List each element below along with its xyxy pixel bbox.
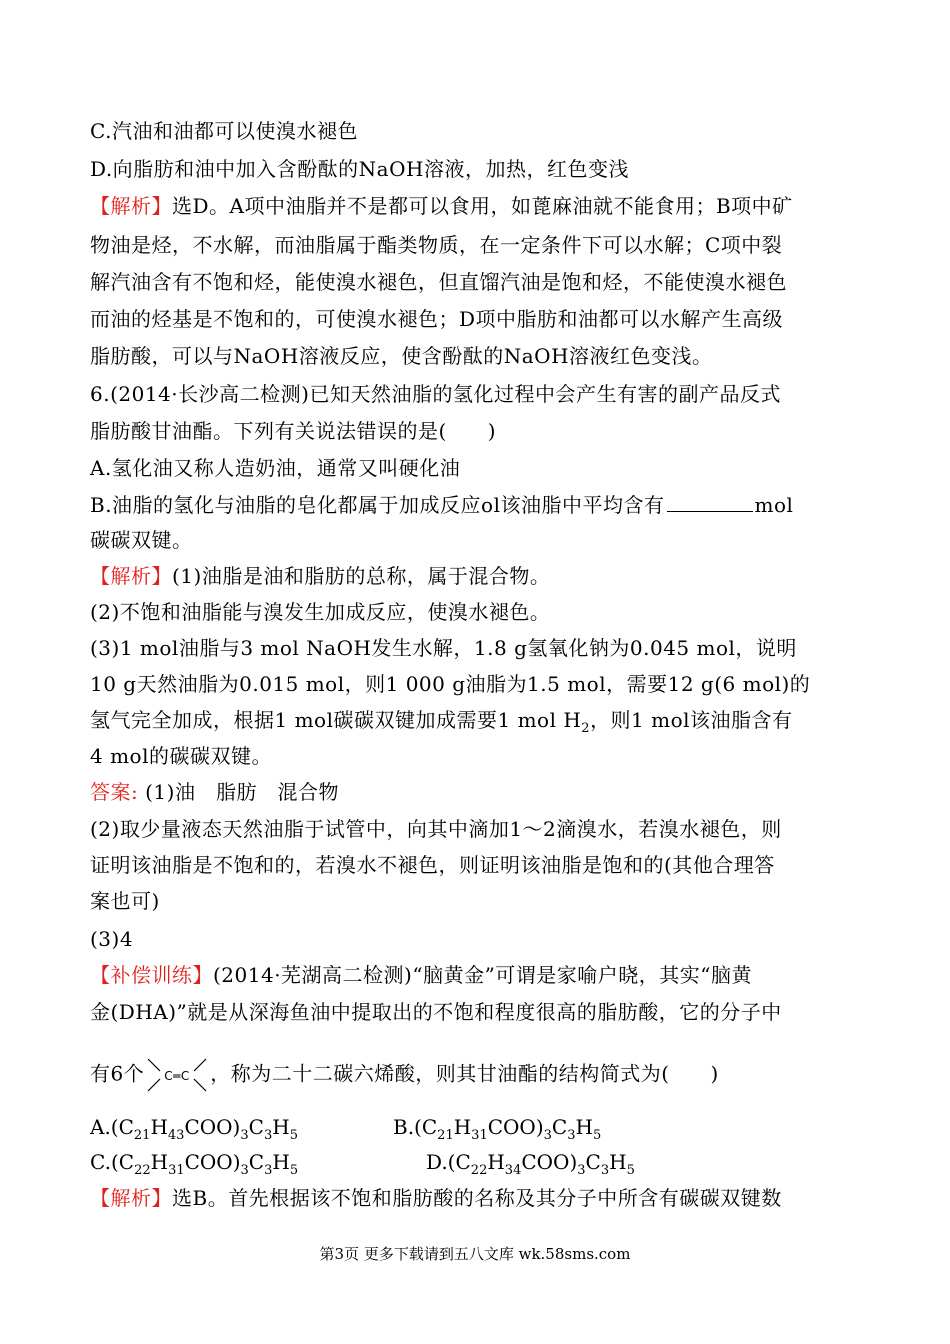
supplement-line-with-structure xyxy=(90,1055,719,1095)
analysis-text: ，则1 mol该油脂含有 xyxy=(590,708,793,732)
analysis-text: 选B。首先根据该不饱和脂肪酸的名称及其分子中所含有碳碳双键数 xyxy=(172,1186,782,1210)
choice-a: $A.(C_{21}H_{43}COO)_3C_3H_5$ xyxy=(90,1115,298,1143)
analysis-text: 氢气完全加成，根据1 mol碳碳双键加成需要1 mol H xyxy=(90,708,582,732)
page-footer: 第3页 更多下载请到五八文库 wk.58sms.com xyxy=(319,1245,631,1263)
supplement-paragraph xyxy=(90,961,752,989)
analysis-paragraph-2 xyxy=(90,562,550,590)
analysis-line: 而油的烃基是不饱和的，可使溴水褪色；D项中脂肪和油都可以水解产生高级 xyxy=(90,307,784,331)
option-a-text: A.氢化油又称人造奶油，通常又叫硬化油 xyxy=(90,456,461,480)
supplement-text: (2014·芜湖高二检测)“脑黄金”可谓是家喻户晓，其实“脑黄 xyxy=(213,963,753,987)
analysis-paragraph-1 xyxy=(90,192,793,220)
choice-c: $C.(C_{22}H_{31}COO)_3C_3H_5$ xyxy=(90,1150,299,1178)
supplement-tag: 【补偿训练】 xyxy=(90,963,213,987)
answer-line: (2)取少量液态天然油脂于试管中，向其中滴加1～2滴溴水，若溴水褪色，则 xyxy=(90,817,782,841)
question-6-stem: 6.(2014·长沙高二检测)已知天然油脂的氢化过程中会产生有害的副产品反式 xyxy=(90,382,781,406)
answer-line: 证明该油脂是不饱和的，若溴水不褪色，则证明该油脂是饱和的(其他合理答 xyxy=(90,853,775,877)
unit-mol: mol xyxy=(754,493,794,517)
supplement-line: 金(DHA)”就是从深海鱼油中提取出的不饱和程度很高的脂肪酸，它的分子中 xyxy=(90,1000,782,1024)
answer-text: (1)油 脂肪 混合物 xyxy=(145,780,339,804)
supplement-text: ，称为二十二碳六烯酸，则其甘油酯的结构简式为( ) xyxy=(210,1061,719,1086)
analysis-tag: 【解析】 xyxy=(90,1186,172,1210)
fill-blank xyxy=(667,493,753,512)
answer-line xyxy=(90,778,339,806)
analysis-line: (2)不饱和油脂能与溴发生加成反应，使溴水褪色。 xyxy=(90,600,551,624)
analysis-line: 解汽油含有不饱和烃，能使溴水褪色，但直馏汽油是饱和烃，不能使溴水褪色 xyxy=(90,270,787,294)
analysis-line xyxy=(90,706,793,743)
analysis-line: (3)1 mol油脂与3 mol NaOH发生水解，1.8 g氢氧化钠为0.045 mol，说明 xyxy=(90,636,797,660)
option-b-part: B.油脂的氢化与油脂的皂化都属于加成反应ol该油脂中平均含有 xyxy=(90,493,665,517)
option-d-text: D.向脂肪和油中加入含酚酞的NaOH溶液，加热，红色变浅 xyxy=(90,157,629,181)
analysis-text: (1)油脂是油和脂肪的总称，属于混合物。 xyxy=(172,564,551,588)
option-b-cont: 碳碳双键。 xyxy=(90,528,193,552)
analysis-tag: 【解析】 xyxy=(90,194,172,218)
option-c-text: C.汽油和油都可以使溴水褪色 xyxy=(90,119,358,143)
option-b-text xyxy=(90,491,793,519)
answer-line: 案也可) xyxy=(90,889,160,913)
analysis-line: 4 mol的碳碳双键。 xyxy=(90,744,272,768)
analysis-line: 物油是烃，不水解，而油脂属于酯类物质，在一定条件下可以水解；C项中裂 xyxy=(90,233,783,257)
supplement-text: 有6个 xyxy=(90,1061,145,1086)
answer-line: (3)4 xyxy=(90,927,134,951)
analysis-paragraph-3 xyxy=(90,1184,782,1212)
double-bond-structure xyxy=(144,1055,210,1095)
choice-d: $D.(C_{22}H_{34}COO)_3C_3H_5$ xyxy=(426,1150,635,1178)
analysis-text: 选D。A项中油脂并不是都可以食用，如蓖麻油就不能食用；B项中矿 xyxy=(172,194,793,218)
choice-b: $B.(C_{21}H_{31}COO)_3C_3H_5$ xyxy=(393,1115,602,1143)
analysis-line: 10 g天然油脂为0.015 mol，则1 000 g油脂为1.5 mol，需要12 g(6 mol)的 xyxy=(90,672,811,696)
answer-tag: 答案: xyxy=(90,780,139,804)
analysis-line: 脂肪酸，可以与NaOH溶液反应，使含酚酞的NaOH溶液红色变浅。 xyxy=(90,344,713,368)
double-bond-label: C═C xyxy=(164,1069,190,1083)
question-6-stem-cont: 脂肪酸甘油酯。下列有关说法错误的是( ) xyxy=(90,419,497,443)
subscript: 2 xyxy=(581,721,591,736)
analysis-tag: 【解析】 xyxy=(90,564,172,588)
